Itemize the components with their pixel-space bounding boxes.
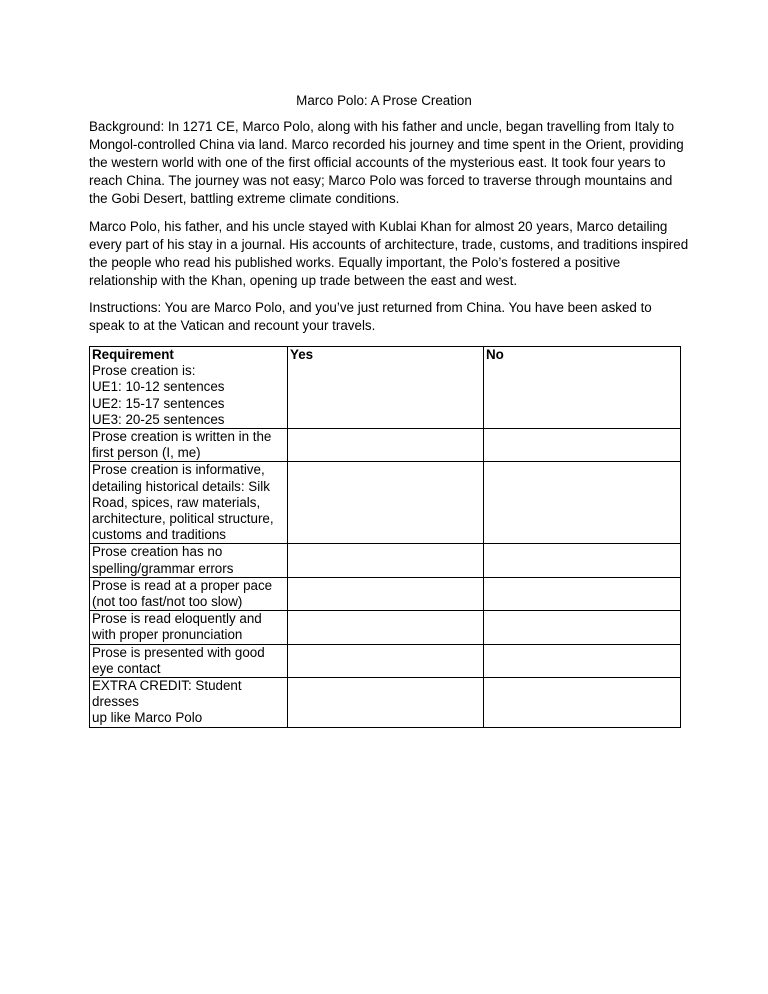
document-title: Marco Polo: A Prose Creation: [296, 93, 472, 108]
no-cell[interactable]: [484, 462, 681, 544]
stay-paragraph: Marco Polo, his father, and his uncle stayed with Kublai Khan for almost 20 years, Marco detailing every part of his stay in a journal. His accounts of architecture, trade, customs, and traditions inspired the people who read his published works. Equally important, the Polo’s fostered a positive relationship with the Khan, opening up trade between the east and west.: [89, 219, 689, 288]
yes-cell[interactable]: [288, 462, 484, 544]
requirement-line: Prose is read eloquently and: [92, 611, 262, 627]
yes-cell[interactable]: [288, 644, 484, 677]
yes-cell[interactable]: [288, 611, 484, 644]
no-cell[interactable]: [484, 429, 681, 462]
requirement-cell: [90, 678, 288, 728]
yes-cell[interactable]: [288, 678, 484, 728]
requirement-cell: [90, 644, 288, 677]
requirement-line: Prose creation is:: [92, 363, 196, 379]
no-cell[interactable]: [484, 544, 681, 577]
requirement-line: Prose is read at a proper pace: [92, 577, 273, 593]
no-cell[interactable]: [484, 678, 681, 728]
rubric-row: [90, 644, 681, 677]
requirement-line: first person (I, me): [92, 445, 201, 461]
requirement-line: architecture, political structure,: [92, 511, 274, 527]
yes-header: Yes: [290, 347, 314, 362]
requirement-cell: [90, 462, 288, 544]
yes-cell[interactable]: [288, 347, 484, 429]
requirement-line: UE3: 20-25 sentences: [92, 411, 225, 427]
requirement-line: customs and traditions: [92, 527, 226, 543]
yes-cell[interactable]: [288, 577, 484, 610]
requirement-line: UE1: 10-12 sentences: [92, 379, 225, 395]
requirement-line: Prose is presented with good: [92, 644, 265, 660]
rubric-row: [90, 611, 681, 644]
rubric-row: [90, 678, 681, 728]
background-paragraph: Background: In 1271 CE, Marco Polo, along with his father and uncle, began travelling from Italy to Mongol-controlled China via land. Marco recorded his journey and time spent in the Orient, providing the western world with one of the first official accounts of the mysterious east. It took four years to reach China. The journey was not easy; Marco Polo was forced to traverse through mountains and the Gobi Desert, battling extreme climate conditions.: [89, 119, 684, 206]
no-cell[interactable]: [484, 347, 681, 429]
yes-cell[interactable]: [288, 429, 484, 462]
requirement-cell: [90, 347, 288, 429]
requirement-cell: [90, 429, 288, 462]
requirement-line: eye contact: [92, 660, 161, 676]
requirement-line: with proper pronunciation: [92, 627, 243, 643]
requirement-cell: [90, 611, 288, 644]
rubric-first-row: [90, 347, 681, 429]
rubric-row: [90, 544, 681, 577]
requirement-line: spelling/grammar errors: [92, 560, 234, 576]
requirement-line: detailing historical details: Silk: [92, 478, 270, 494]
no-cell[interactable]: [484, 644, 681, 677]
rubric-row: [90, 577, 681, 610]
requirement-line: (not too fast/not too slow): [92, 594, 243, 610]
rubric-row: [90, 429, 681, 462]
requirement-line: Prose creation is written in the: [92, 429, 272, 445]
rubric-table: [89, 346, 681, 728]
requirement-cell: [90, 544, 288, 577]
no-header: No: [486, 347, 504, 362]
requirement-line: up like Marco Polo: [92, 710, 203, 726]
requirement-cell: [90, 577, 288, 610]
requirement-line: Prose creation is informative,: [92, 462, 265, 478]
requirement-header: Requirement: [92, 347, 174, 362]
requirement-line: Road, spices, raw materials,: [92, 494, 261, 510]
yes-cell[interactable]: [288, 544, 484, 577]
rubric-row: [90, 462, 681, 544]
instructions-paragraph: Instructions: You are Marco Polo, and you’ve just returned from China. You have been asked to speak to at the Vatican and recount your travels.: [89, 300, 652, 333]
requirement-line: EXTRA CREDIT: Student dresses: [92, 678, 242, 710]
requirement-line: UE2: 15-17 sentences: [92, 395, 225, 411]
no-cell[interactable]: [484, 611, 681, 644]
no-cell[interactable]: [484, 577, 681, 610]
requirement-line: Prose creation has no: [92, 544, 223, 560]
